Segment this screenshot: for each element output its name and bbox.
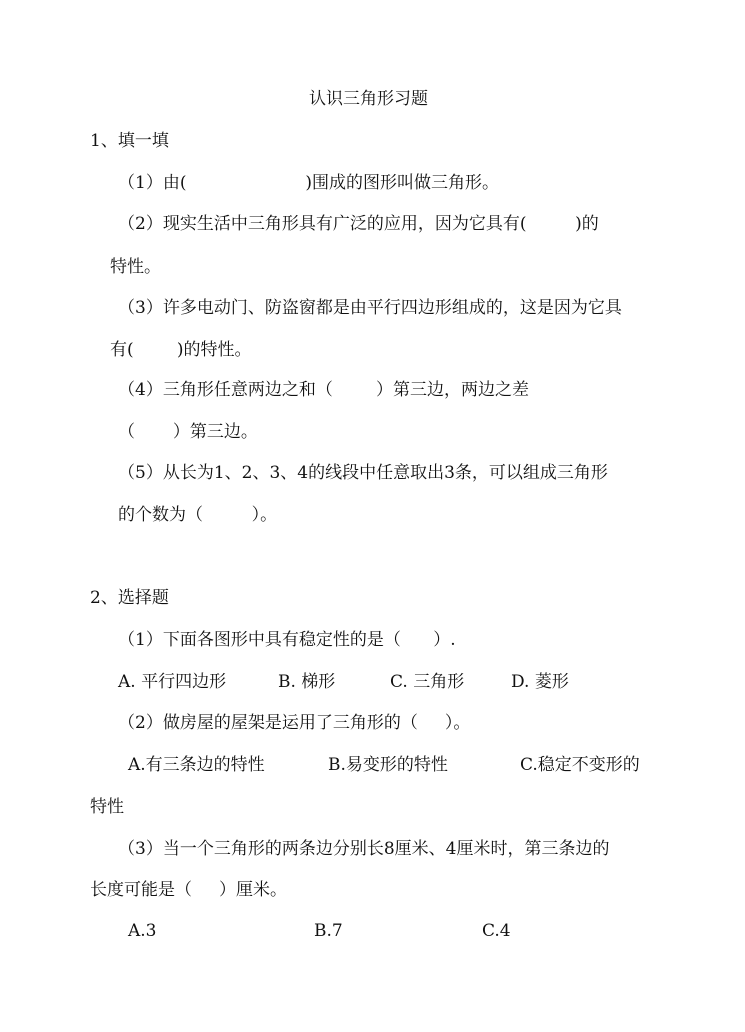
fill-question-3-line-2: 有( )的特性。 <box>110 340 252 360</box>
choice-1-option-d: D. 菱形 <box>511 672 569 692</box>
choice-2-option-c-continued: 特性 <box>90 797 124 817</box>
fill-question-1: （1）由( )围成的图形叫做三角形。 <box>118 173 499 193</box>
choice-2-option-c: C.稳定不变形的 <box>520 755 640 775</box>
choice-1-option-a: A. 平行四边形 <box>118 672 227 692</box>
choice-question-3-line-1: （3）当一个三角形的两条边分别长8厘米、4厘米时，第三条边的 <box>118 839 610 859</box>
fill-question-4-line-1: （4）三角形任意两边之和（ ）第三边，两边之差 <box>118 380 530 400</box>
fill-question-2-line-1: （2）现实生活中三角形具有广泛的应用，因为它具有( )的 <box>118 214 599 234</box>
choice-question-1: （1）下面各图形中具有稳定性的是（ ）. <box>118 630 456 650</box>
choice-2-option-b: B.易变形的特性 <box>328 755 448 775</box>
choice-1-option-b: B. 梯形 <box>278 672 336 692</box>
section-1-heading: 1、填一填 <box>90 131 169 151</box>
choice-question-2: （2）做房屋的屋架是运用了三角形的（ ）。 <box>118 713 471 733</box>
fill-question-4-line-2: （ ）第三边。 <box>118 422 258 442</box>
choice-3-option-a: A.3 <box>128 921 157 941</box>
choice-question-3-line-2: 长度可能是（ ）厘米。 <box>90 880 288 900</box>
choice-1-option-c: C. 三角形 <box>390 672 465 692</box>
choice-2-option-a: A.有三条边的特性 <box>128 755 265 775</box>
choice-3-option-c: C.4 <box>482 921 511 941</box>
page-title: 认识三角形习题 <box>309 89 428 109</box>
fill-question-5-line-1: （5）从长为1、2、3、4的线段中任意取出3条，可以组成三角形 <box>118 463 608 483</box>
fill-question-3-line-1: （3）许多电动门、防盗窗都是由平行四边形组成的，这是因为它具 <box>118 298 622 318</box>
fill-question-5-line-2: 的个数为（ ）。 <box>118 505 278 525</box>
choice-3-option-b: B.7 <box>314 921 343 941</box>
fill-question-2-line-2: 特性。 <box>110 257 161 277</box>
section-2-heading: 2、选择题 <box>90 588 169 608</box>
